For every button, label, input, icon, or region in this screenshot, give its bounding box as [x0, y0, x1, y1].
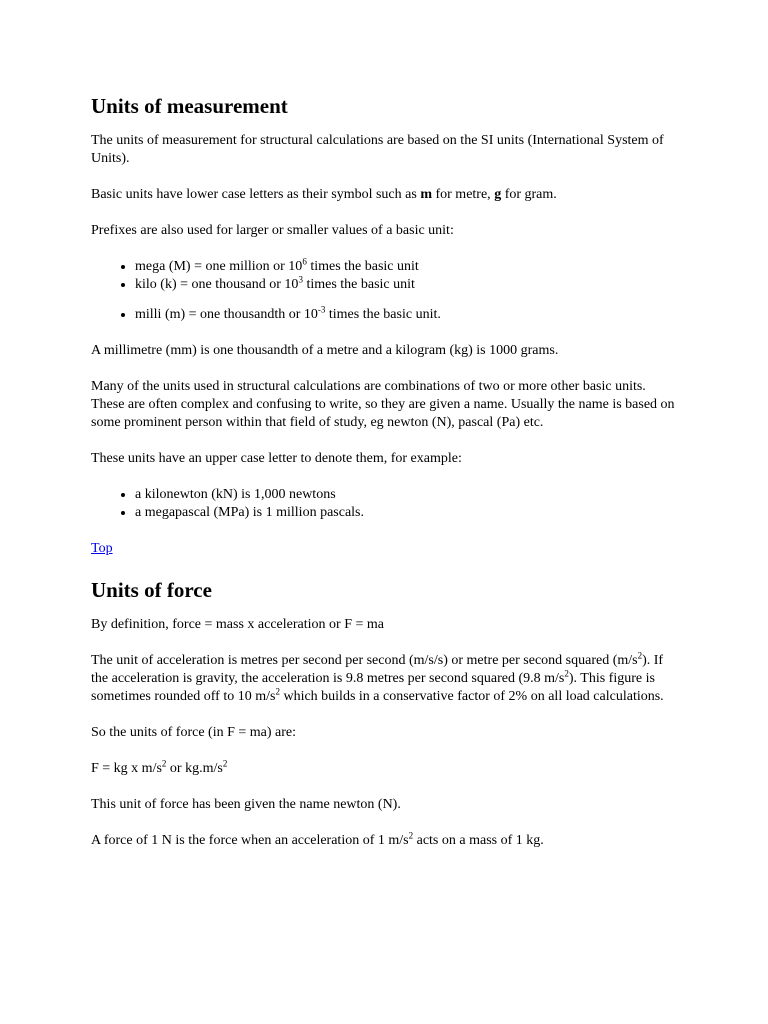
text: ). This figure is sometimes rounded off to 10 m/s: [91, 671, 655, 704]
section-title-units-of-force: Units of force: [91, 578, 212, 602]
list-item-mega: [135, 258, 681, 276]
text: for gram.: [501, 187, 557, 202]
paragraph-force-definition: By definition, force = mass x acceleration or F = ma: [91, 617, 384, 632]
list-item-kilo: [135, 276, 681, 294]
list-item-kilonewton: • a kilonewton (kN) is 1,000 newtons: [135, 486, 681, 504]
text: which builds in a conservative factor of 2% on all load calculations.: [279, 689, 664, 704]
exponent: -3: [317, 304, 326, 315]
text: Basic units have lower case letters as their symbol such as: [91, 187, 421, 202]
paragraph-newton-name: This unit of force has been given the name newton (N).: [91, 797, 401, 812]
paragraph-named-units: Many of the units used in structural calculations are combinations of two or more other basic units. These are often complex and confusing to write, so they are given a name. Usually the name is based on some prominent person within that field of study, eg newton (N), pascal (Pa) etc.: [91, 379, 675, 430]
paragraph-millimetre: A millimetre (mm) is one thousandth of a metre and a kilogram (kg) is 1000 grams.: [91, 343, 559, 358]
paragraph-upper-case: These units have an upper case letter to denote them, for example:: [91, 451, 462, 466]
paragraph-force-units-intro: So the units of force (in F = ma) are:: [91, 725, 297, 740]
exponent: 2: [564, 668, 569, 679]
paragraph-prefixes-intro: Prefixes are also used for larger or smaller values of a basic unit:: [91, 223, 454, 238]
symbol-metre: m: [420, 187, 432, 202]
text: mega (M) = one million or 10: [135, 259, 303, 274]
text: or kg.m/s: [166, 761, 223, 776]
paragraph-basic-units: [91, 186, 681, 204]
exponent: 2: [222, 758, 228, 769]
text: for metre,: [431, 187, 495, 202]
exponent: 6: [302, 256, 307, 267]
section-title-units-of-measurement: Units of measurement: [91, 94, 288, 118]
text: kilo (k) = one thousand or 10: [135, 277, 299, 292]
text: The unit of acceleration is metres per second per second (m/s/s) or metre per second squared (m/s: [91, 653, 638, 668]
exponent: 2: [637, 650, 643, 661]
symbol-gram: g: [494, 187, 502, 202]
text: A force of 1 N is the force when an acceleration of 1 m/s: [91, 833, 409, 848]
formula-force: [91, 760, 681, 778]
list-item-milli: [135, 306, 681, 324]
prefix-list: [91, 258, 681, 324]
top-link-row: [91, 540, 681, 558]
article-body: [91, 92, 681, 868]
paragraph-acceleration: [91, 652, 681, 706]
paragraph-newton-definition: [91, 832, 681, 850]
exponent: 2: [408, 830, 414, 841]
text: F = kg x m/s: [91, 761, 162, 776]
top-link[interactable]: Top: [91, 541, 113, 556]
exponent: 2: [161, 758, 167, 769]
example-list: [91, 486, 681, 522]
text: times the basic unit: [306, 259, 419, 274]
paragraph-si-units: The units of measurement for structural calculations are based on the SI units (International System of Units).: [91, 133, 664, 166]
exponent: 2: [275, 686, 280, 697]
text: milli (m) = one thousandth or 10: [135, 307, 318, 322]
text: times the basic unit.: [325, 307, 441, 322]
exponent: 3: [298, 274, 303, 285]
text: ). If the acceleration is gravity, the acceleration is 9.8 metres per second squared (9.8 m/s: [91, 653, 664, 686]
list-item-megapascal: • a megapascal (MPa) is 1 million pascals.: [135, 504, 681, 522]
text: acts on a mass of 1 kg.: [413, 833, 544, 848]
text: times the basic unit: [302, 277, 415, 292]
